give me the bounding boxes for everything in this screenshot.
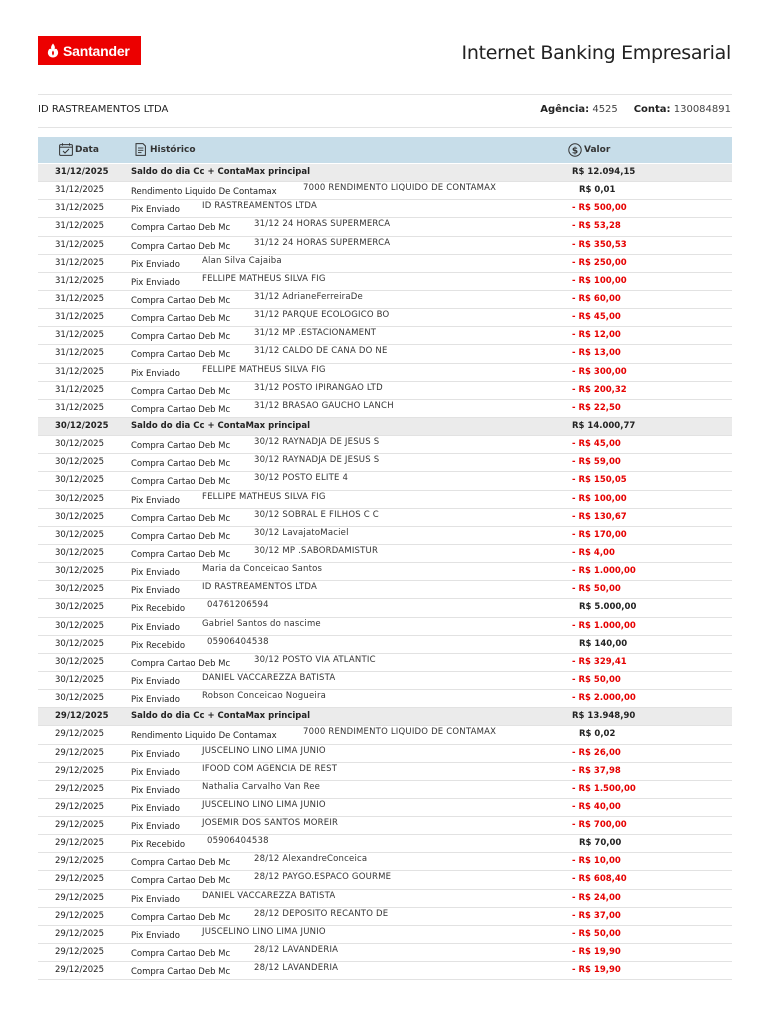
row-value: - R$ 500,00	[572, 203, 627, 214]
row-date: 29/12/2025	[55, 747, 104, 758]
row-detail: JUSCELINO LINO LIMA JUNIO	[202, 926, 326, 937]
transaction-row[interactable]	[38, 817, 732, 835]
row-date: 30/12/2025	[55, 584, 104, 595]
row-history: Saldo do dia Cc + ContaMax principal	[131, 711, 311, 722]
transaction-row[interactable]	[38, 853, 732, 871]
row-date: 30/12/2025	[55, 656, 104, 667]
row-detail: 28/12 LAVANDERIA	[254, 963, 339, 974]
balance-row[interactable]	[38, 708, 732, 726]
row-history: Pix Enviado	[131, 785, 180, 796]
row-history: Compra Cartao Deb Mc	[131, 876, 231, 887]
transaction-row[interactable]	[38, 654, 732, 672]
row-date: 30/12/2025	[55, 638, 104, 649]
row-history: Pix Enviado	[131, 695, 180, 706]
row-history: Pix Enviado	[131, 749, 180, 760]
conta-value: 130084891	[673, 104, 731, 115]
row-date: 31/12/2025	[55, 221, 104, 232]
transaction-row[interactable]	[38, 327, 732, 345]
row-history: Rendimento Liquido De Contamax	[131, 187, 277, 198]
row-history: Compra Cartao Deb Mc	[131, 949, 231, 960]
row-history: Pix Enviado	[131, 368, 180, 379]
row-history: Compra Cartao Deb Mc	[131, 658, 231, 669]
row-detail: Maria da Conceicao Santos	[202, 564, 323, 575]
column-header-value-label: Valor	[584, 145, 611, 155]
transaction-row[interactable]	[38, 726, 732, 744]
row-detail: 28/12 LAVANDERIA	[254, 945, 339, 956]
transaction-row[interactable]	[38, 509, 732, 527]
row-history: Pix Enviado	[131, 495, 180, 506]
column-header-value[interactable]	[568, 143, 610, 157]
transaction-row[interactable]	[38, 237, 732, 255]
row-detail: 05906404538	[207, 636, 269, 647]
row-history: Pix Enviado	[131, 822, 180, 833]
row-detail: JUSCELINO LINO LIMA JUNIO	[202, 799, 326, 810]
transactions-list	[38, 164, 732, 980]
row-history: Pix Enviado	[131, 259, 180, 270]
row-history: Pix Enviado	[131, 205, 180, 216]
row-value: - R$ 19,90	[572, 947, 621, 958]
transaction-row[interactable]	[38, 835, 732, 853]
row-date: 31/12/2025	[55, 203, 104, 214]
row-detail: 31/12 24 HORAS SUPERMERCA	[254, 219, 391, 230]
row-date: 31/12/2025	[55, 402, 104, 413]
row-date: 31/12/2025	[55, 348, 104, 359]
row-detail: 30/12 SOBRAL E FILHOS C C	[254, 509, 379, 520]
row-value: - R$ 50,00	[572, 928, 621, 939]
row-date: 31/12/2025	[55, 239, 104, 250]
row-detail: 31/12 24 HORAS SUPERMERCA	[254, 237, 391, 248]
santander-logo[interactable]	[38, 36, 141, 65]
conta-label: Conta:	[633, 104, 671, 115]
row-date: 30/12/2025	[55, 475, 104, 486]
transaction-row[interactable]	[38, 382, 732, 400]
row-value: - R$ 24,00	[572, 892, 621, 903]
row-detail: Nathalia Carvalho Van Ree	[202, 781, 321, 792]
row-history: Compra Cartao Deb Mc	[131, 459, 231, 470]
row-value: - R$ 45,00	[572, 312, 621, 323]
row-detail: FELLIPE MATHEUS SILVA FIG	[202, 491, 326, 502]
row-date: 31/12/2025	[55, 366, 104, 377]
row-date: 31/12/2025	[55, 275, 104, 286]
row-value: - R$ 100,00	[572, 493, 627, 504]
row-history: Pix Enviado	[131, 568, 180, 579]
row-detail: IFOOD COM AGENCIA DE REST	[202, 763, 338, 774]
divider	[38, 94, 732, 95]
row-detail: 30/12 POSTO ELITE 4	[254, 473, 349, 484]
row-date: 31/12/2025	[55, 384, 104, 395]
row-date: 30/12/2025	[55, 420, 109, 431]
row-value: - R$ 170,00	[572, 529, 627, 540]
row-history: Compra Cartao Deb Mc	[131, 386, 231, 397]
row-value: - R$ 10,00	[572, 856, 621, 867]
row-history: Compra Cartao Deb Mc	[131, 332, 231, 343]
row-history: Pix Enviado	[131, 586, 180, 597]
row-date: 29/12/2025	[55, 801, 104, 812]
company-name: ID RASTREAMENTOS LTDA	[38, 104, 169, 115]
row-date: 30/12/2025	[55, 529, 104, 540]
row-detail: 31/12 POSTO IPIRANGAO LTD	[254, 382, 383, 393]
row-value: - R$ 100,00	[572, 275, 627, 286]
row-detail: FELLIPE MATHEUS SILVA FIG	[202, 273, 326, 284]
row-history: Compra Cartao Deb Mc	[131, 477, 231, 488]
row-history: Rendimento Liquido De Contamax	[131, 731, 277, 742]
row-history: Pix Enviado	[131, 803, 180, 814]
row-history: Compra Cartao Deb Mc	[131, 404, 231, 415]
row-date: 29/12/2025	[55, 820, 104, 831]
row-value: R$ 13.948,90	[572, 711, 636, 722]
agencia-label: Agência:	[540, 104, 590, 115]
transaction-row[interactable]	[38, 218, 732, 236]
row-detail: 28/12 DEPOSITO RECANTO DE	[254, 908, 389, 919]
row-detail: 30/12 RAYNADJA DE JESUS S	[254, 437, 380, 448]
agencia-value: 4525	[592, 104, 618, 115]
row-date: 30/12/2025	[55, 693, 104, 704]
row-value: - R$ 4,00	[572, 547, 615, 558]
row-date: 29/12/2025	[55, 838, 104, 849]
row-date: 29/12/2025	[55, 711, 109, 722]
row-history: Saldo do dia Cc + ContaMax principal	[131, 420, 311, 431]
page-header	[0, 0, 768, 95]
dollar-circle-icon	[568, 143, 582, 157]
row-value: - R$ 700,00	[572, 820, 627, 831]
transaction-row[interactable]	[38, 618, 732, 636]
row-detail: Gabriel Santos do nascime	[202, 618, 321, 629]
row-detail: ID RASTREAMENTOS LTDA	[202, 582, 318, 593]
row-date: 29/12/2025	[55, 928, 104, 939]
row-value: R$ 70,00	[579, 838, 622, 849]
row-history: Pix Enviado	[131, 894, 180, 905]
row-value: R$ 140,00	[579, 638, 628, 649]
row-value: - R$ 26,00	[572, 747, 621, 758]
row-date: 29/12/2025	[55, 874, 104, 885]
row-detail: 05906404538	[207, 836, 269, 847]
row-date: 30/12/2025	[55, 566, 104, 577]
row-history: Compra Cartao Deb Mc	[131, 967, 231, 978]
transaction-row[interactable]	[38, 273, 732, 291]
row-value: R$ 14.000,77	[572, 420, 636, 431]
row-detail: JUSCELINO LINO LIMA JUNIO	[202, 745, 326, 756]
row-date: 31/12/2025	[55, 167, 109, 177]
row-history: Pix Recebido	[131, 840, 186, 851]
transaction-row[interactable]	[38, 563, 732, 581]
transaction-row[interactable]	[38, 200, 732, 218]
row-detail: DANIEL VACCAREZZA BATISTA	[202, 890, 336, 901]
row-date: 30/12/2025	[55, 511, 104, 522]
transaction-row[interactable]	[38, 781, 732, 799]
svg-text:$: $	[571, 146, 579, 157]
row-value: R$ 0,01	[579, 185, 616, 196]
calendar-icon	[59, 143, 73, 156]
row-date: 29/12/2025	[55, 856, 104, 867]
row-detail: Robson Conceicao Nogueira	[202, 691, 327, 702]
row-history: Pix Enviado	[131, 277, 180, 288]
row-detail: 7000 RENDIMENTO LIQUIDO DE CONTAMAX	[303, 183, 497, 194]
row-date: 29/12/2025	[55, 765, 104, 776]
row-history: Compra Cartao Deb Mc	[131, 350, 231, 361]
row-value: - R$ 50,00	[572, 584, 621, 595]
row-value: - R$ 300,00	[572, 366, 627, 377]
row-value: - R$ 19,90	[572, 965, 621, 976]
row-date: 31/12/2025	[55, 257, 104, 268]
row-value: - R$ 608,40	[572, 874, 627, 885]
column-header-date[interactable]	[59, 143, 99, 156]
transaction-row[interactable]	[38, 581, 732, 599]
row-date: 29/12/2025	[55, 910, 104, 921]
transaction-row[interactable]	[38, 400, 732, 418]
row-value: - R$ 37,98	[572, 765, 621, 776]
row-detail: 7000 RENDIMENTO LIQUIDO DE CONTAMAX	[303, 727, 497, 738]
document-list-icon	[135, 143, 148, 156]
row-value: R$ 5.000,00	[579, 602, 637, 613]
row-value: - R$ 1.500,00	[572, 783, 636, 794]
row-value: - R$ 22,50	[572, 402, 621, 413]
row-detail: Alan Silva Cajaiba	[202, 255, 282, 266]
row-value: - R$ 59,00	[572, 457, 621, 468]
row-value: - R$ 250,00	[572, 257, 627, 268]
row-detail: 31/12 AdrianeFerreiraDe	[254, 291, 363, 302]
row-detail: 30/12 POSTO VIA ATLANTIC	[254, 654, 376, 665]
row-value: - R$ 37,00	[572, 910, 621, 921]
row-history: Compra Cartao Deb Mc	[131, 531, 231, 542]
transaction-row[interactable]	[38, 454, 732, 472]
row-value: - R$ 53,28	[572, 221, 621, 232]
transaction-row[interactable]	[38, 690, 732, 708]
flame-icon	[47, 43, 59, 58]
row-history: Pix Recebido	[131, 604, 186, 615]
transaction-row[interactable]	[38, 890, 732, 908]
row-detail: FELLIPE MATHEUS SILVA FIG	[202, 364, 326, 375]
row-detail: 31/12 CALDO DE CANA DO NE	[254, 346, 388, 357]
row-value: - R$ 329,41	[572, 656, 627, 667]
column-header-history[interactable]	[135, 143, 196, 156]
row-date: 29/12/2025	[55, 947, 104, 958]
row-value: - R$ 13,00	[572, 348, 621, 359]
transaction-row[interactable]	[38, 636, 732, 654]
row-history: Compra Cartao Deb Mc	[131, 549, 231, 560]
row-date: 29/12/2025	[55, 892, 104, 903]
row-history: Compra Cartao Deb Mc	[131, 241, 231, 252]
row-value: - R$ 1.000,00	[572, 566, 636, 577]
transaction-row[interactable]	[38, 962, 732, 980]
row-history: Compra Cartao Deb Mc	[131, 513, 231, 524]
row-date: 30/12/2025	[55, 493, 104, 504]
row-value: - R$ 150,05	[572, 475, 627, 486]
table-header	[38, 137, 732, 163]
transaction-row[interactable]	[38, 182, 732, 200]
row-history: Compra Cartao Deb Mc	[131, 295, 231, 306]
row-detail: 31/12 MP .ESTACIONAMENT	[254, 328, 377, 339]
row-date: 31/12/2025	[55, 293, 104, 304]
row-history: Pix Enviado	[131, 676, 180, 687]
transaction-row[interactable]	[38, 255, 732, 273]
row-history: Pix Recebido	[131, 640, 186, 651]
row-date: 29/12/2025	[55, 783, 104, 794]
row-history: Pix Enviado	[131, 930, 180, 941]
transaction-row[interactable]	[38, 436, 732, 454]
column-header-history-label: Histórico	[150, 144, 196, 155]
transaction-row[interactable]	[38, 291, 732, 309]
transaction-row[interactable]	[38, 745, 732, 763]
row-detail: 30/12 MP .SABORDAMISTUR	[254, 545, 379, 556]
row-value: - R$ 130,67	[572, 511, 627, 522]
row-detail: ID RASTREAMENTOS LTDA	[202, 201, 318, 212]
transaction-row[interactable]	[38, 472, 732, 490]
row-date: 30/12/2025	[55, 620, 104, 631]
row-date: 31/12/2025	[55, 330, 104, 341]
row-date: 29/12/2025	[55, 729, 104, 740]
transaction-row[interactable]	[38, 944, 732, 962]
row-detail: 04761206594	[207, 600, 269, 611]
row-history: Compra Cartao Deb Mc	[131, 223, 231, 234]
row-value: - R$ 45,00	[572, 439, 621, 450]
row-detail: 31/12 BRASAO GAUCHO LANCH	[254, 400, 394, 411]
row-value: R$ 0,02	[579, 729, 616, 740]
balance-row[interactable]	[38, 164, 732, 182]
row-value: - R$ 40,00	[572, 801, 621, 812]
row-date: 31/12/2025	[55, 312, 104, 323]
row-date: 31/12/2025	[55, 185, 104, 196]
row-detail: DANIEL VACCAREZZA BATISTA	[202, 672, 336, 683]
row-value: - R$ 200,32	[572, 384, 627, 395]
transaction-row[interactable]	[38, 908, 732, 926]
row-date: 30/12/2025	[55, 674, 104, 685]
transaction-row[interactable]	[38, 491, 732, 509]
transaction-row[interactable]	[38, 527, 732, 545]
transaction-row[interactable]	[38, 763, 732, 781]
row-date: 30/12/2025	[55, 547, 104, 558]
transaction-row[interactable]	[38, 871, 732, 889]
row-history: Pix Enviado	[131, 622, 180, 633]
transaction-row[interactable]	[38, 309, 732, 327]
row-detail: 30/12 LavajatoMaciel	[254, 527, 349, 538]
brand-name: Santander	[63, 42, 130, 59]
column-header-date-label: Data	[75, 144, 99, 155]
transaction-row[interactable]	[38, 364, 732, 382]
row-value: - R$ 50,00	[572, 674, 621, 685]
transaction-row[interactable]	[38, 345, 732, 363]
transaction-row[interactable]	[38, 672, 732, 690]
row-value: - R$ 2.000,00	[572, 693, 636, 704]
row-date: 29/12/2025	[55, 965, 104, 976]
row-history: Pix Enviado	[131, 767, 180, 778]
row-detail: 31/12 PARQUE ECOLOGICO BO	[254, 310, 390, 321]
row-history: Compra Cartao Deb Mc	[131, 314, 231, 325]
row-history: Compra Cartao Deb Mc	[131, 912, 231, 923]
row-history: Compra Cartao Deb Mc	[131, 441, 231, 452]
transaction-row[interactable]	[38, 545, 732, 563]
row-history: Compra Cartao Deb Mc	[131, 858, 231, 869]
row-detail: 28/12 PAYGO.ESPACO GOURME	[254, 872, 392, 883]
transaction-row[interactable]	[38, 926, 732, 944]
divider	[38, 127, 732, 128]
account-info	[540, 104, 731, 115]
row-detail: 28/12 AlexandreConceica	[254, 854, 368, 865]
row-value: - R$ 60,00	[572, 293, 621, 304]
row-value: - R$ 1.000,00	[572, 620, 636, 631]
balance-row[interactable]	[38, 418, 732, 436]
transaction-row[interactable]	[38, 799, 732, 817]
row-history: Saldo do dia Cc + ContaMax principal	[131, 167, 311, 177]
page-title: Internet Banking Empresarial	[461, 42, 731, 64]
row-date: 30/12/2025	[55, 439, 104, 450]
row-value: - R$ 350,53	[572, 239, 627, 250]
row-value: R$ 12.094,15	[572, 167, 636, 177]
row-detail: JOSEMIR DOS SANTOS MOREIR	[202, 818, 339, 829]
row-value: - R$ 12,00	[572, 330, 621, 341]
row-date: 30/12/2025	[55, 457, 104, 468]
row-date: 30/12/2025	[55, 602, 104, 613]
transaction-row[interactable]	[38, 599, 732, 617]
row-detail: 30/12 RAYNADJA DE JESUS S	[254, 455, 380, 466]
